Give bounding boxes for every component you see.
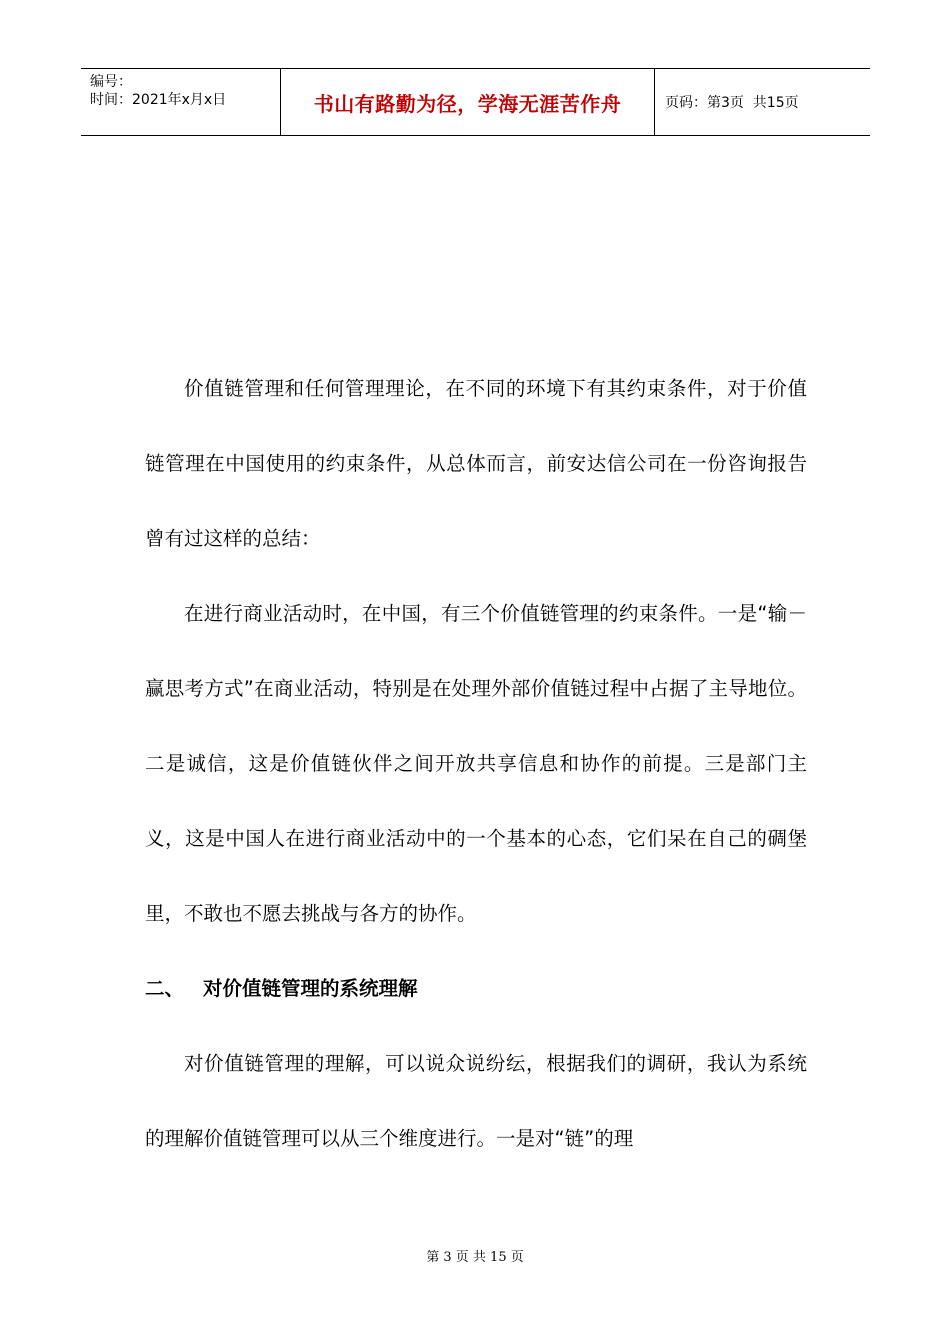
section-heading [145, 951, 807, 1026]
body-paragraph: 在进行商业活动时，在中国，有三个价值链管理的约束条件。一是“输－赢思考方式”在商业活动，特别是在处理外部价值链过程中占据了主导地位。二是诚信，这是价值链伙伴之间开放共享信息和协作的前提。三是部门主义，这是中国人在进行商业活动中的一个基本的心态，它们呆在自己的碉堡里，不敢也不愿去挑战与各方的协作。 [145, 602, 807, 925]
body-paragraph: 对价值链管理的理解，可以说众说纷纭，根据我们的调研，我认为系统的理解价值链管理可以从三个维度进行。一是对“链”的理 [145, 1052, 807, 1150]
section-title: 对价值链管理的系统理解 [203, 977, 418, 1000]
body-paragraph: 价值链管理和任何管理理论，在不同的环境下有其约束条件，对于价值链管理在中国使用的约束条件，从总体而言，前安达信公司在一份咨询报告曾有过这样的总结： [145, 377, 807, 550]
header-motto: 书山有路勤为径，学海无涯苦作舟 [281, 69, 655, 135]
page-footer: 第 3 页 共 15 页 [426, 1250, 524, 1265]
header-meta [81, 69, 281, 135]
header-page-info: 页码：第3页 共15页 [665, 95, 799, 111]
date-label: 时间：2021年x月x日 [90, 92, 227, 108]
document-body [145, 351, 807, 1176]
document-header [81, 68, 870, 136]
serial-number-label: 编号： [90, 74, 132, 90]
section-number: 二、 [145, 977, 185, 1000]
